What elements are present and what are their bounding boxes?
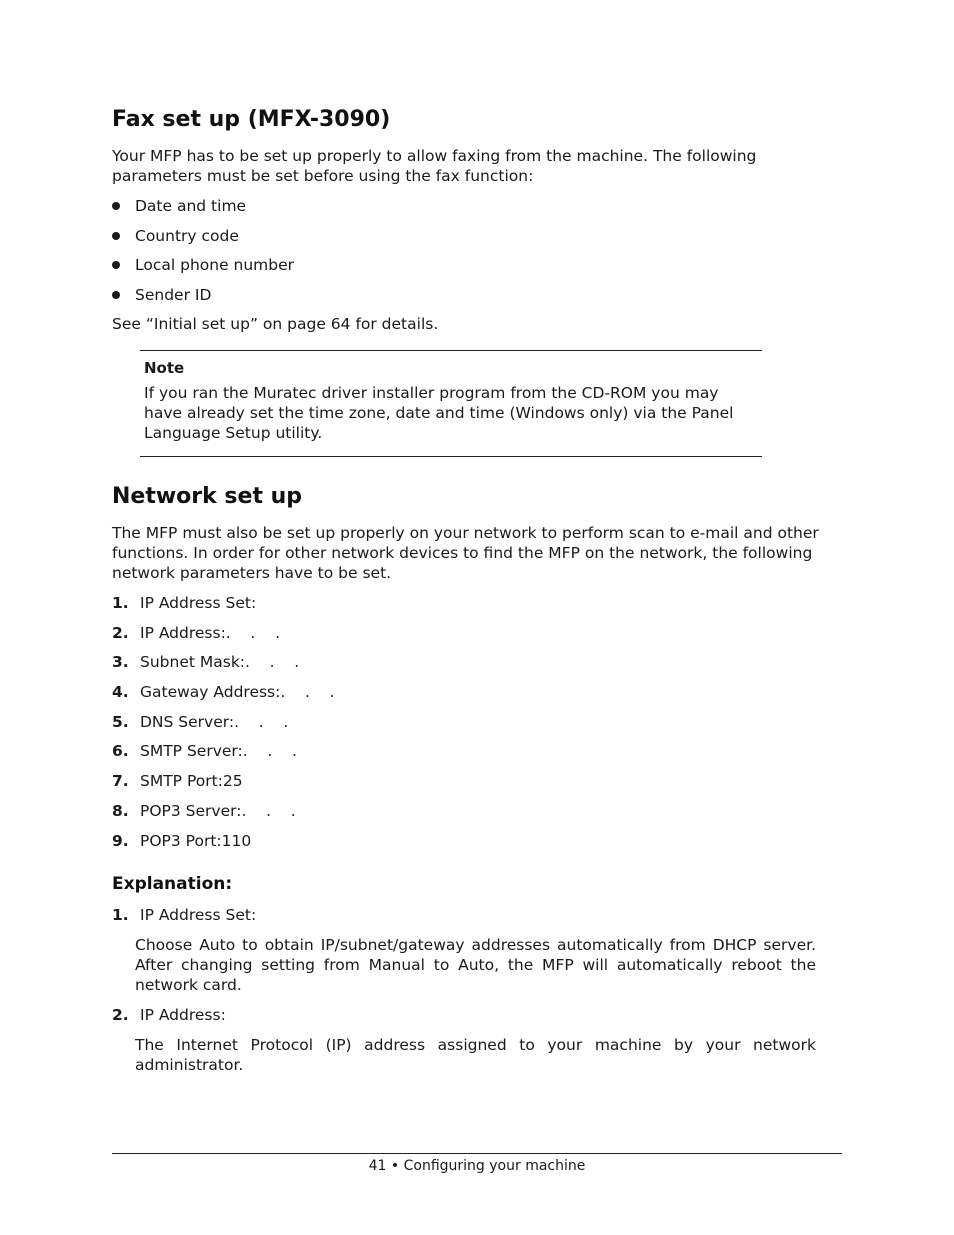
network-parameter-list (112, 593, 335, 860)
page-footer: 41 • Configuring your machine (368, 1158, 586, 1174)
list-item: Local phone number (112, 255, 294, 285)
explanation-item-desc: The Internet Protocol (IP) address assigned to your machine by your network administrator. (135, 1036, 816, 1074)
list-item: 4. Gateway Address:. . . (112, 683, 335, 702)
network-setup-heading: Network set up (112, 484, 303, 509)
bullet-icon (112, 261, 120, 269)
bullet-icon (112, 291, 120, 299)
fax-setup-intro: Your MFP has to be set up properly to allow faxing from the machine. The following parameters must be set before using the fax function: (112, 147, 757, 185)
list-item: Date and time (112, 196, 294, 226)
bullet-icon (112, 232, 120, 240)
footer-divider (112, 1153, 842, 1154)
explanation-item-label: 1. IP Address Set: (112, 906, 257, 924)
network-setup-intro: The MFP must also be set up properly on your network to perform scan to e-mail and other functions. In order for other network devices to find the MFP on the network, the following network parameters have to be set. (112, 524, 819, 582)
note-box (140, 350, 762, 457)
list-item: 2. IP Address:. . . (112, 623, 280, 642)
note-title: Note (144, 359, 185, 377)
note-text: If you ran the Muratec driver installer program from the CD-ROM you may have already set the time zone, date and time (Windows only) via the Panel Language Setup utility. (144, 384, 734, 442)
list-item: 3. Subnet Mask:. . . (112, 653, 300, 672)
bullet-icon (112, 202, 120, 210)
see-also-reference: See “Initial set up” on page 64 for details. (112, 315, 439, 333)
list-item: Country code (112, 226, 294, 256)
explanation-heading: Explanation: (112, 874, 233, 894)
list-item: 8. POP3 Server:. . . (112, 801, 296, 820)
explanation-item-desc: Choose Auto to obtain IP/subnet/gateway addresses automatically from DHCP server. After changing setting from Manual to Auto, the MFP will automatically reboot the network card. (135, 936, 816, 994)
list-item: 1. IP Address Set: (112, 594, 257, 612)
list-item: 6. SMTP Server:. . . (112, 742, 297, 761)
list-item: 5. DNS Server:. . . (112, 712, 289, 731)
fax-setup-heading: Fax set up (MFX-3090) (112, 107, 391, 132)
explanation-item-label: 2. IP Address: (112, 1006, 226, 1024)
explanation-list (112, 905, 842, 1075)
list-item: Sender ID (112, 285, 294, 315)
fax-parameter-list (112, 196, 294, 315)
list-item: 9. POP3 Port:110 (112, 831, 252, 850)
list-item: 7. SMTP Port:25 (112, 772, 243, 791)
